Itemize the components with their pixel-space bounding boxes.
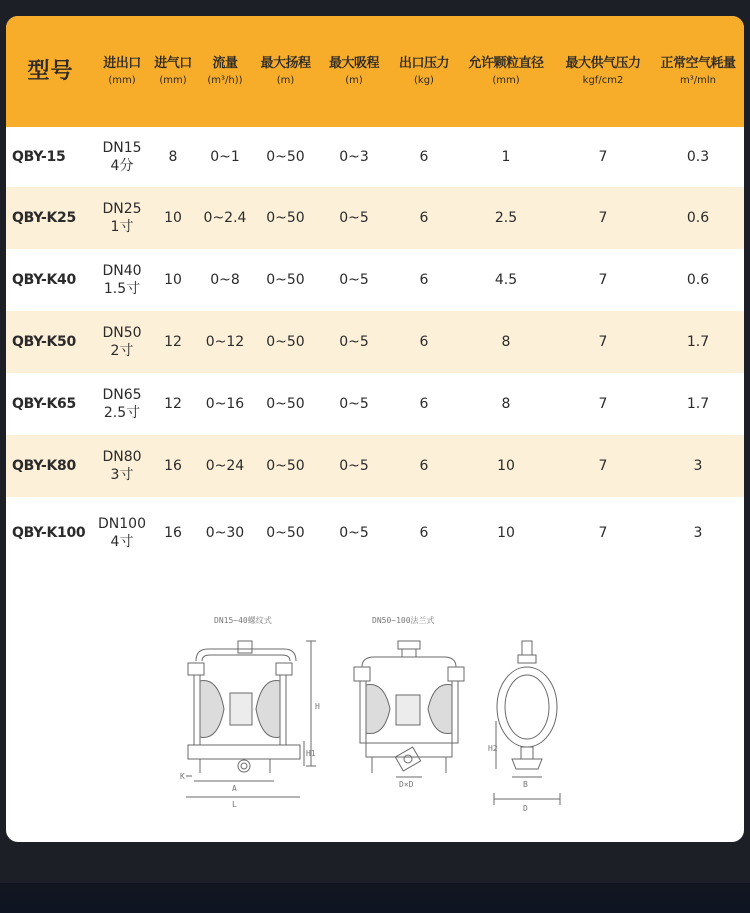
outlet-pressure-cell: 6: [419, 272, 429, 288]
max-air-pressure-cell: 7: [598, 272, 608, 288]
outlet-pressure-cell: 6: [419, 396, 429, 412]
caption-threaded: DN15~40螺纹式: [214, 616, 272, 625]
table-row: [6, 127, 744, 187]
air-inlet-cell: 10: [164, 210, 182, 226]
inlet-outlet-cell: DN65 2.5寸: [102, 387, 142, 421]
table-row: [6, 373, 744, 435]
max-air-pressure-cell: 7: [598, 334, 608, 350]
table-row: [6, 187, 744, 249]
table-row: [6, 249, 744, 311]
air-consumption-cell: 0.6: [686, 272, 710, 288]
air-inlet-cell: 10: [164, 272, 182, 288]
max-suction-cell: 0~5: [339, 396, 369, 412]
flow-cell: 0~30: [205, 525, 245, 541]
max-suction-cell: 0~3: [339, 149, 369, 165]
inlet-outlet-cell: DN40 1.5寸: [102, 263, 142, 297]
table-row: [6, 497, 744, 569]
model-cell: QBY-K40: [12, 272, 76, 288]
header-particle-diameter: 允许颗粒直径 (mm): [468, 55, 544, 86]
table-row: [6, 311, 744, 373]
flow-cell: 0~16: [205, 396, 245, 412]
dim-label-b: B: [523, 780, 528, 789]
dim-label-k: K: [180, 772, 185, 781]
dim-label-h2: H2: [488, 744, 498, 753]
flow-cell: 0~1: [210, 149, 240, 165]
air-consumption-cell: 3: [693, 525, 703, 541]
air-inlet-cell: 16: [164, 458, 182, 474]
max-head-cell: 0~50: [266, 210, 305, 226]
header-flow: 流量 (m³/h)): [207, 55, 243, 86]
max-air-pressure-cell: 7: [598, 396, 608, 412]
air-inlet-cell: 16: [164, 525, 182, 541]
table-row: [6, 435, 744, 497]
header-max-suction: 最大吸程 (m): [328, 55, 379, 86]
particle-diameter-cell: 1: [501, 149, 511, 165]
header-max-air-pressure: 最大供气压力 kgf/cm2: [565, 55, 641, 86]
max-head-cell: 0~50: [266, 272, 305, 288]
model-cell: QBY-K50: [12, 334, 76, 350]
dim-label-h: H: [315, 702, 320, 711]
flanged-pump-front-view: [354, 641, 464, 777]
header-max-head: 最大扬程 (m): [260, 55, 311, 86]
air-consumption-cell: 1.7: [686, 334, 710, 350]
dim-label-l: L: [232, 800, 237, 809]
particle-diameter-cell: 8: [501, 334, 511, 350]
inlet-outlet-cell: DN80 3寸: [102, 449, 142, 483]
pump-dimension-drawings: [166, 601, 586, 821]
model-cell: QBY-15: [12, 149, 66, 165]
caption-flanged: DN50~100法兰式: [372, 616, 435, 625]
header-air-inlet: 进气口 (mm): [154, 55, 192, 86]
outlet-pressure-cell: 6: [419, 525, 429, 541]
max-air-pressure-cell: 7: [598, 458, 608, 474]
max-head-cell: 0~50: [266, 525, 305, 541]
flow-cell: 0~24: [205, 458, 245, 474]
air-consumption-cell: 0.6: [686, 210, 710, 226]
max-suction-cell: 0~5: [339, 458, 369, 474]
table-header: [6, 16, 744, 127]
particle-diameter-cell: 4.5: [494, 272, 518, 288]
air-consumption-cell: 1.7: [686, 396, 710, 412]
max-head-cell: 0~50: [266, 334, 305, 350]
outlet-pressure-cell: 6: [419, 149, 429, 165]
outlet-pressure-cell: 6: [419, 334, 429, 350]
max-air-pressure-cell: 7: [598, 210, 608, 226]
max-suction-cell: 0~5: [339, 272, 369, 288]
flow-cell: 0~12: [205, 334, 245, 350]
inlet-outlet-cell: DN25 1寸: [102, 201, 142, 235]
header-model: 型号: [27, 59, 74, 84]
threaded-pump-front-view: [186, 641, 316, 797]
outlet-pressure-cell: 6: [419, 210, 429, 226]
model-cell: QBY-K100: [12, 525, 86, 541]
max-head-cell: 0~50: [266, 396, 305, 412]
inlet-outlet-cell: DN50 2寸: [102, 325, 142, 359]
header-inlet-outlet: 进出口 (mm): [103, 55, 141, 86]
model-cell: QBY-K80: [12, 458, 76, 474]
dim-label-h1: H1: [306, 749, 316, 758]
inlet-outlet-cell: DN15 4分: [102, 140, 142, 174]
air-consumption-cell: 3: [693, 458, 703, 474]
particle-diameter-cell: 10: [497, 525, 515, 541]
inlet-outlet-cell: DN100 4寸: [98, 516, 146, 550]
air-inlet-cell: 12: [164, 334, 182, 350]
bottom-band: [0, 883, 750, 913]
air-consumption-cell: 0.3: [686, 149, 710, 165]
particle-diameter-cell: 10: [497, 458, 515, 474]
max-air-pressure-cell: 7: [598, 149, 608, 165]
max-suction-cell: 0~5: [339, 525, 369, 541]
header-air-consumption: 正常空气耗量 m³/mln: [660, 55, 736, 86]
spec-card: [6, 16, 744, 842]
air-inlet-cell: 8: [168, 149, 178, 165]
model-cell: QBY-K25: [12, 210, 76, 226]
dim-label-d: D: [523, 804, 528, 813]
outlet-pressure-cell: 6: [419, 458, 429, 474]
model-cell: QBY-K65: [12, 396, 76, 412]
max-suction-cell: 0~5: [339, 210, 369, 226]
air-inlet-cell: 12: [164, 396, 182, 412]
max-head-cell: 0~50: [266, 458, 305, 474]
dim-label-a: A: [232, 784, 237, 793]
max-air-pressure-cell: 7: [598, 525, 608, 541]
dim-label-dxd: D×D: [399, 780, 414, 789]
flow-cell: 0~8: [210, 272, 240, 288]
header-outlet-pressure: 出口压力 (kg): [398, 55, 449, 86]
particle-diameter-cell: 8: [501, 396, 511, 412]
particle-diameter-cell: 2.5: [494, 210, 518, 226]
max-suction-cell: 0~5: [339, 334, 369, 350]
max-head-cell: 0~50: [266, 149, 305, 165]
flow-cell: 0~2.4: [203, 210, 247, 226]
